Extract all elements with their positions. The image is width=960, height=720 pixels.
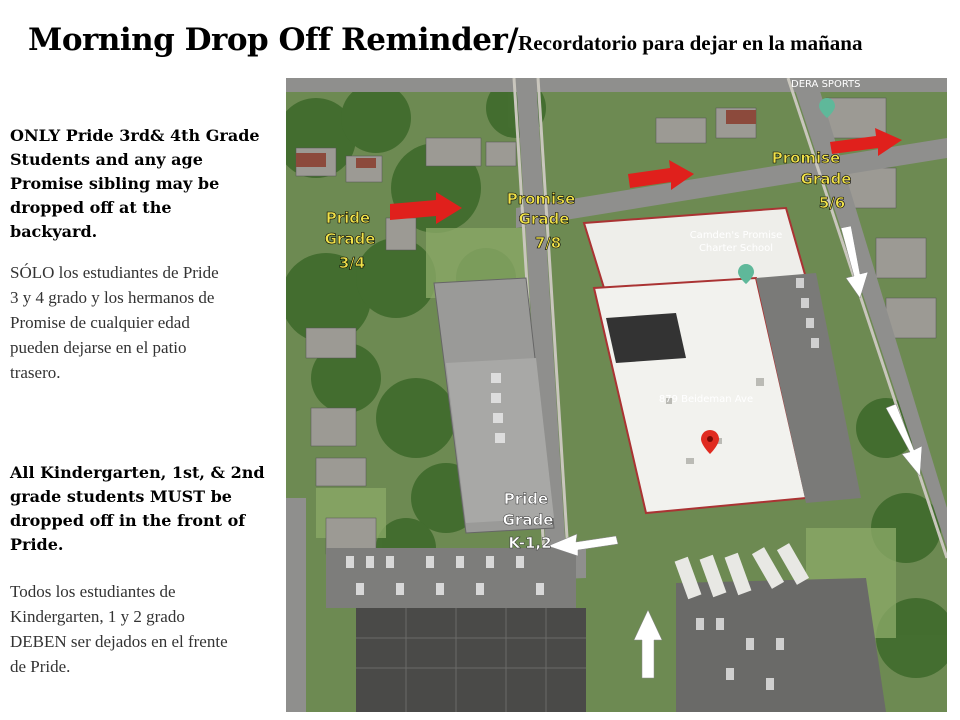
text-line: Todos los estudiantes de xyxy=(10,582,176,601)
label-line: K-1,2 xyxy=(508,534,552,552)
text-line: 3 y 4 grado y los hermanos de xyxy=(10,288,215,307)
text-line: DEBEN ser dejados en el frente xyxy=(10,632,228,651)
text-line: backyard. xyxy=(10,222,98,241)
text-line: trasero. xyxy=(10,363,61,382)
text-line: dropped off in the front of xyxy=(10,511,246,530)
school-name-line: Charter School xyxy=(698,243,774,254)
label-pride-grade-k-1-2 xyxy=(503,490,554,552)
text-line: dropped off at the xyxy=(10,198,172,217)
address-label: 879 Beideman Ave xyxy=(658,394,754,405)
title-spanish: Recordatorio para dejar en la mañana xyxy=(518,31,863,55)
aerial-map-image xyxy=(286,78,947,712)
title-english: Morning Drop Off Reminder/ xyxy=(28,22,519,58)
backyard-dropoff-spanish xyxy=(10,260,278,385)
label-line: Grade xyxy=(324,230,376,248)
text-line: Kindergarten, 1 y 2 grado xyxy=(10,607,185,626)
text-line: pueden dejarse en el patio xyxy=(10,338,187,357)
text-line: ONLY Pride 3rd& 4th Grade xyxy=(10,126,260,145)
text-line: Students and any age xyxy=(10,150,203,169)
text-line: Promise sibling may be xyxy=(10,174,220,193)
label-line: Grade xyxy=(518,210,570,228)
text-line: Promise de cualquier edad xyxy=(10,313,190,332)
page-title xyxy=(28,22,948,58)
label-line: Promise xyxy=(771,149,841,167)
text-line: Pride. xyxy=(10,535,64,554)
label-line: 7/8 xyxy=(534,234,562,252)
text-line: grade students MUST be xyxy=(10,487,232,506)
label-line: Pride xyxy=(325,209,371,227)
aerial-map xyxy=(286,78,947,712)
label-line: Pride xyxy=(503,490,549,508)
text-line: All Kindergarten, 1st, & 2nd xyxy=(10,463,265,482)
front-dropoff-spanish xyxy=(10,579,278,679)
backyard-dropoff-english xyxy=(10,124,278,244)
label-line: Grade xyxy=(502,511,554,529)
text-line: SÓLO los estudiantes de Pride xyxy=(10,263,219,282)
label-line: Promise xyxy=(506,190,576,208)
store-name-label: DERA SPORTS xyxy=(791,79,861,90)
school-name-line: Camden's Promise xyxy=(689,230,783,241)
label-line: 5/6 xyxy=(818,194,846,212)
label-line: Grade xyxy=(800,170,852,188)
front-dropoff-english xyxy=(10,461,278,557)
text-line: de Pride. xyxy=(10,657,71,676)
label-line: 3/4 xyxy=(338,254,366,272)
